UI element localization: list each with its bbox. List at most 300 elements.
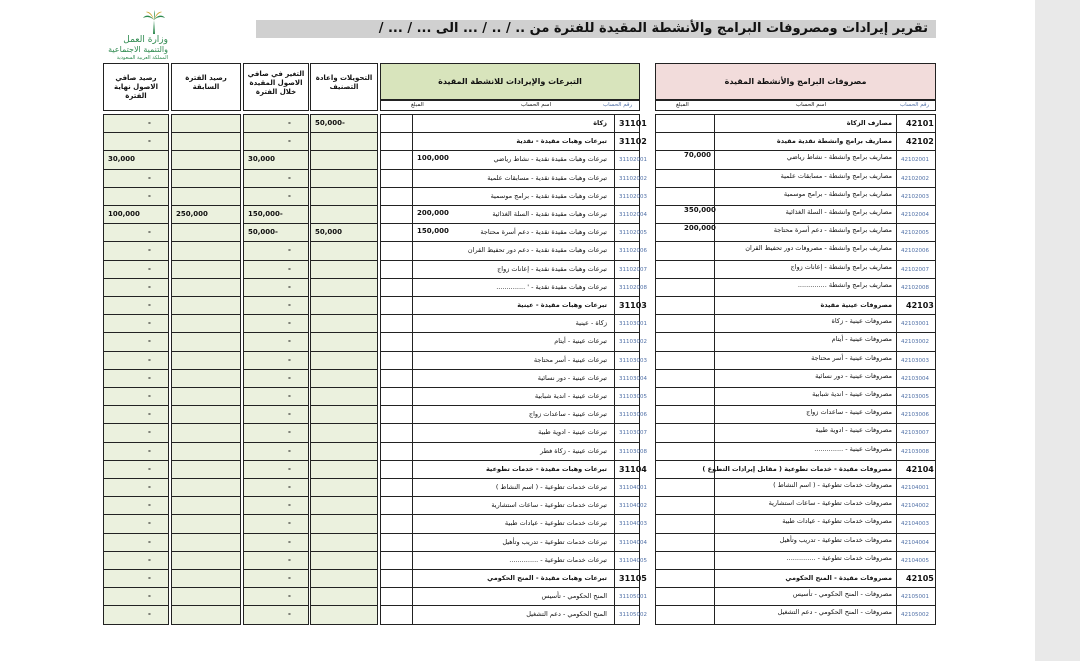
expense-row xyxy=(655,387,936,406)
summary-cell xyxy=(103,569,169,588)
summary-cell xyxy=(171,442,241,461)
expense-name: مصاريف برامج وانشطة - مصروفات دور تحفيظ القران xyxy=(745,244,892,253)
revenue-amount: 200,000 xyxy=(417,209,449,217)
summary-cell xyxy=(243,423,309,442)
summary-value: - xyxy=(148,392,151,400)
expense-row xyxy=(655,114,936,133)
expense-divider xyxy=(714,151,715,169)
summary-cell xyxy=(171,569,241,588)
summary-cell xyxy=(103,369,169,388)
summary-cell xyxy=(103,478,169,497)
expense-row xyxy=(655,241,936,260)
revenue-account: 31105 xyxy=(619,574,647,583)
summary-cell xyxy=(310,496,378,515)
expense-divider xyxy=(714,315,715,333)
revenue-account: 31102002 xyxy=(619,175,647,182)
summary-value: - xyxy=(288,519,291,528)
expense-row xyxy=(655,605,936,624)
summary-cell xyxy=(103,496,169,515)
revenue-row xyxy=(380,351,647,370)
revenue-row xyxy=(380,569,647,588)
expense-divider xyxy=(714,242,715,260)
summary-cell xyxy=(103,405,169,424)
expense-divider xyxy=(714,261,715,279)
expense-row xyxy=(655,496,936,515)
revenue-divider xyxy=(614,297,615,315)
summary-value: - xyxy=(288,555,291,564)
revenue-row xyxy=(380,187,647,206)
revenue-account: 31103005 xyxy=(619,394,647,400)
revenues-col-amount: المبلغ xyxy=(411,102,424,108)
expense-divider xyxy=(896,406,897,424)
expense-name: مصروفات عينية - أيتام xyxy=(831,335,892,344)
expense-account: 42103 xyxy=(906,301,934,310)
expense-name: مصروفات عينية - أسر محتاجة xyxy=(811,353,892,362)
summary-value: - xyxy=(288,264,291,273)
expense-account: 42103004 xyxy=(901,375,929,382)
revenue-row xyxy=(380,442,647,461)
summary-value: - xyxy=(288,410,291,419)
expense-account: 42103008 xyxy=(901,448,929,455)
expense-row xyxy=(655,587,936,606)
revenue-row xyxy=(380,205,647,224)
expense-name: مصروفات عينية - ساعدات زواج xyxy=(806,408,892,417)
revenue-account: 31102005 xyxy=(619,230,647,237)
expense-name: مصروفات عينية - دور نسائية xyxy=(815,371,892,380)
revenue-divider xyxy=(614,115,615,133)
expense-row xyxy=(655,533,936,552)
expense-name: مصروفات عينية مقيدة xyxy=(820,301,892,309)
summary-value: - xyxy=(288,610,291,619)
expense-row xyxy=(655,332,936,351)
revenue-row xyxy=(380,551,647,570)
revenue-row xyxy=(380,169,647,188)
summary-cell xyxy=(103,533,169,552)
summary-value: - xyxy=(148,428,151,437)
summary-cell xyxy=(171,132,241,151)
revenue-row xyxy=(380,405,647,424)
revenue-divider xyxy=(412,261,413,279)
expense-account: 42102 xyxy=(906,137,934,147)
expense-divider xyxy=(714,333,715,351)
summary-cell xyxy=(103,442,169,461)
revenue-row xyxy=(380,460,647,479)
summary-cell xyxy=(310,187,378,206)
summary-value: - xyxy=(148,264,151,273)
revenue-name: تبرعات وهبات مقيدة نقدية - دعم دور تحفيظ القران xyxy=(467,246,607,255)
revenue-divider xyxy=(614,224,615,242)
expense-row xyxy=(655,423,936,442)
expense-name: مصاريف برامج وانشطة - دعم أسرة محتاجة xyxy=(773,226,892,235)
summary-value: 250,000 xyxy=(176,210,208,218)
summary-value: - xyxy=(288,301,291,309)
expense-name: مصروفات خدمات تطوعية - ساعات استشارية xyxy=(768,499,892,508)
summary-cell xyxy=(243,241,309,260)
revenue-divider xyxy=(614,497,615,515)
expense-divider xyxy=(896,115,897,133)
expense-divider xyxy=(896,133,897,151)
revenue-row xyxy=(380,533,647,552)
summary-cell xyxy=(171,314,241,333)
revenues-col-name: اسم الحساب xyxy=(521,102,552,108)
summary-cell xyxy=(171,387,241,406)
summary-cell xyxy=(103,605,169,624)
revenue-row xyxy=(380,223,647,242)
summary-value: 50,000- xyxy=(248,228,278,237)
revenue-row xyxy=(380,296,647,315)
summary-cell xyxy=(310,442,378,461)
summary-cell xyxy=(103,278,169,297)
summary-cell xyxy=(243,405,309,424)
summary-cell xyxy=(310,514,378,533)
revenue-row xyxy=(380,369,647,388)
expense-name: مصاريف برامج وانشطة - إعانات زواج xyxy=(790,262,892,271)
summary-cell xyxy=(103,241,169,260)
revenue-account: 31103008 xyxy=(619,448,647,455)
expense-divider xyxy=(714,424,715,442)
revenue-amount: 100,000 xyxy=(417,154,449,163)
expense-name: مصاريف برامج وانشطة - برامج موسمية xyxy=(783,189,892,198)
revenue-divider xyxy=(614,333,615,351)
summary-value: - xyxy=(288,428,291,437)
summary-cell xyxy=(310,296,378,315)
expense-row xyxy=(655,369,936,388)
summary-cell xyxy=(243,551,309,570)
summary-value: - xyxy=(288,537,291,546)
expense-account: 42104005 xyxy=(901,557,929,564)
revenue-name: زكاة - عينية xyxy=(575,319,607,328)
revenue-divider xyxy=(614,133,615,151)
summary-cell xyxy=(171,369,241,388)
revenue-name: تبرعات عينية - زكاة فطر xyxy=(540,446,607,455)
summary-value: 100,000 xyxy=(108,210,140,218)
summary-cell xyxy=(103,205,169,224)
revenue-divider xyxy=(614,424,615,442)
summary-cell xyxy=(103,460,169,479)
revenue-account: 31105002 xyxy=(619,612,647,619)
revenue-divider xyxy=(412,515,413,533)
revenue-divider xyxy=(412,370,413,388)
expense-account: 42104004 xyxy=(901,539,929,546)
revenue-row xyxy=(380,241,647,260)
expense-row xyxy=(655,314,936,333)
revenue-account: 31101 xyxy=(619,119,647,128)
summary-value: - xyxy=(288,574,291,582)
summary-value: - xyxy=(148,119,151,127)
summary-cell xyxy=(103,332,169,351)
summary-cell xyxy=(243,332,309,351)
expense-account: 42102006 xyxy=(901,248,929,255)
summary-cell xyxy=(310,241,378,260)
revenue-name: تبرعات عينية - أسر محتاجة xyxy=(533,355,607,364)
revenue-divider xyxy=(614,515,615,533)
expense-row xyxy=(655,569,936,588)
summary-cell xyxy=(243,187,309,206)
expense-divider xyxy=(896,370,897,388)
revenue-account: 31103001 xyxy=(619,321,647,328)
expense-account: 42105001 xyxy=(901,594,929,601)
revenue-name: تبرعات عينية - أيتام xyxy=(554,337,607,346)
expense-account: 42102003 xyxy=(901,193,929,200)
expense-account: 42105 xyxy=(906,574,934,583)
summary-value: - xyxy=(148,537,151,546)
revenue-name: تبرعات وهبات مقيدة نقدية - ' .............. xyxy=(496,282,607,291)
summary-value: - xyxy=(288,392,291,400)
summary-cell xyxy=(310,150,378,169)
expense-name: مصاريف برامج وانشطة نقدية مقيدة xyxy=(776,137,892,146)
revenue-name: تبرعات وهبات مقيدة نقدية - دعم أسرة محتاجة xyxy=(480,228,607,237)
revenue-divider xyxy=(614,479,615,497)
expense-name: مصروفات خدمات تطوعية - ( اسم النشاط ) xyxy=(773,481,892,489)
expense-divider xyxy=(714,570,715,588)
revenue-account: 31102001 xyxy=(619,157,647,164)
revenue-row xyxy=(380,314,647,333)
summary-cell xyxy=(243,314,309,333)
expense-divider xyxy=(896,261,897,279)
summary-cell xyxy=(103,514,169,533)
revenue-divider xyxy=(614,552,615,570)
revenue-name: تبرعات وهبات مقيدة - عينية xyxy=(517,301,607,309)
revenue-account: 31103003 xyxy=(619,357,647,364)
summary-value: - xyxy=(148,574,151,582)
expense-account: 42103006 xyxy=(901,412,929,419)
logo-line3: المملكة العربية السعودية xyxy=(116,55,168,61)
expense-divider xyxy=(896,443,897,461)
expense-row xyxy=(655,296,936,315)
revenue-divider xyxy=(412,406,413,424)
expense-name: مصروفات - المنح الحكومي - تأسيس xyxy=(792,590,892,599)
summary-cell xyxy=(310,169,378,188)
revenue-divider xyxy=(614,570,615,588)
summary-cell xyxy=(310,569,378,588)
revenue-row xyxy=(380,260,647,279)
expense-divider xyxy=(714,297,715,315)
revenue-divider xyxy=(614,206,615,224)
expenses-col-header-row xyxy=(655,100,936,111)
revenue-account: 31102008 xyxy=(619,284,647,291)
summary-cell xyxy=(171,551,241,570)
expense-row xyxy=(655,278,936,297)
expense-account: 42102007 xyxy=(901,266,929,273)
summary-cell xyxy=(243,278,309,297)
expense-divider xyxy=(714,406,715,424)
summary-cell xyxy=(103,296,169,315)
summary-value: - xyxy=(148,483,151,491)
revenue-name: تبرعات وهبات مقيدة - نقدية xyxy=(516,137,607,146)
revenue-row xyxy=(380,605,647,624)
expense-row xyxy=(655,260,936,279)
expense-divider xyxy=(714,479,715,497)
summary-value: 30,000 xyxy=(108,155,136,164)
summary-cell xyxy=(310,314,378,333)
summary-cell xyxy=(103,114,169,133)
summary-cell xyxy=(171,187,241,206)
summary-cell xyxy=(243,351,309,370)
revenue-name: تبرعات وهبات مقيدة نقدية - برامج موسمية xyxy=(490,191,607,200)
expense-divider xyxy=(896,497,897,515)
summary-value: - xyxy=(148,501,151,510)
summary-cell xyxy=(171,114,241,133)
revenue-divider xyxy=(614,352,615,370)
revenue-divider xyxy=(412,352,413,370)
revenue-account: 31104 xyxy=(619,464,647,474)
revenue-name: المنح الحكومي - تأسيس xyxy=(541,592,607,601)
summary-value: - xyxy=(288,483,291,491)
revenue-name: تبرعات خدمات تطوعية - عيادات طبية xyxy=(504,519,607,528)
expense-divider xyxy=(714,588,715,606)
revenue-name: تبرعات خدمات تطوعية - ( اسم النشاط ) xyxy=(495,483,607,491)
summary-cell xyxy=(171,150,241,169)
expense-name: مصروفات مقيدة - المنح الحكومي xyxy=(785,574,892,582)
revenue-divider xyxy=(412,552,413,570)
summary-cell xyxy=(243,260,309,279)
summary-value: - xyxy=(148,301,151,309)
summary-cell xyxy=(103,150,169,169)
expense-name: مصروفات عينية - ادوية طبية xyxy=(815,426,892,435)
expense-name: مصارف الزكاة xyxy=(846,119,892,127)
expenses-col-amount: المبلغ xyxy=(676,102,689,108)
summary-value: - xyxy=(148,373,151,382)
expense-divider xyxy=(896,224,897,242)
revenue-name: تبرعات خدمات تطوعية - تدريب وتأهيل xyxy=(502,537,607,546)
expense-divider xyxy=(714,115,715,133)
summary-cell xyxy=(243,460,309,479)
expense-row xyxy=(655,205,936,224)
summary-value: 50,000 xyxy=(315,228,343,237)
summary-cell xyxy=(310,533,378,552)
revenue-divider xyxy=(412,588,413,606)
summary-cell xyxy=(310,587,378,606)
summary-value: - xyxy=(148,446,151,455)
revenue-divider xyxy=(412,279,413,297)
expense-account: 42103003 xyxy=(901,357,929,364)
summary-cell xyxy=(310,114,378,133)
summary-header-label: رصيد صافي الاصول نهاية الفترة xyxy=(113,74,159,100)
revenue-divider xyxy=(412,534,413,552)
summary-value: - xyxy=(148,555,151,564)
expense-account: 42102008 xyxy=(901,284,929,291)
revenue-amount: 150,000 xyxy=(417,227,449,236)
expense-divider xyxy=(896,151,897,169)
expense-divider xyxy=(714,534,715,552)
expense-name: مصاريف برامج وانشطة .............. xyxy=(797,280,892,289)
expense-divider xyxy=(896,388,897,406)
expense-account: 42102002 xyxy=(901,175,929,182)
expense-divider xyxy=(896,206,897,224)
revenue-name: تبرعات وهبات مقيدة - المنح الحكومي xyxy=(487,574,607,582)
summary-value: - xyxy=(148,610,151,619)
revenue-name: تبرعات عينية - دور نسائية xyxy=(537,373,607,382)
summary-cell xyxy=(243,205,309,224)
summary-value: - xyxy=(288,464,291,473)
revenue-divider xyxy=(412,133,413,151)
summary-header-4 xyxy=(103,63,169,111)
revenues-col-account: رقم الحساب xyxy=(603,102,633,108)
revenues-heading: التبرعات والإيرادات للانشطة المقيدة xyxy=(438,77,582,86)
summary-value: - xyxy=(288,446,291,455)
summary-cell xyxy=(310,332,378,351)
expense-name: مصروفات عينية - زكاة xyxy=(831,317,892,326)
summary-value: - xyxy=(148,355,151,364)
summary-header-1 xyxy=(310,63,378,111)
expense-row xyxy=(655,187,936,206)
revenue-account: 31103002 xyxy=(619,339,647,346)
revenue-account: 31102003 xyxy=(619,193,647,200)
summary-cell xyxy=(243,442,309,461)
summary-cell xyxy=(171,296,241,315)
revenue-divider xyxy=(412,479,413,497)
summary-value: - xyxy=(288,173,291,182)
expense-divider xyxy=(896,242,897,260)
summary-cell xyxy=(171,587,241,606)
summary-value: - xyxy=(148,319,151,328)
revenue-divider xyxy=(614,261,615,279)
summary-value: - xyxy=(148,410,151,419)
summary-cell xyxy=(103,132,169,151)
revenue-divider xyxy=(412,242,413,260)
revenue-account: 31103 xyxy=(619,301,647,310)
summary-cell xyxy=(310,405,378,424)
summary-value: - xyxy=(148,337,151,346)
expense-divider xyxy=(714,443,715,461)
revenue-divider xyxy=(412,606,413,624)
revenue-row xyxy=(380,332,647,351)
expense-account: 42102001 xyxy=(901,157,929,164)
summary-value: - xyxy=(288,191,291,200)
revenue-account: 31102004 xyxy=(619,212,647,218)
summary-cell xyxy=(171,351,241,370)
expense-name: مصروفات مقيدة - خدمات تطوعية ( مقابل إيرادات التطوع ) xyxy=(702,464,892,473)
revenue-divider xyxy=(412,461,413,479)
summary-cell xyxy=(171,223,241,242)
revenue-divider xyxy=(412,333,413,351)
revenue-name: تبرعات وهبات مقيدة نقدية - السلة الغذائية xyxy=(492,210,607,218)
revenue-account: 31102006 xyxy=(619,248,647,255)
summary-value: - xyxy=(148,246,151,255)
expense-name: مصروفات خدمات تطوعية - .............. xyxy=(786,553,892,562)
expense-row xyxy=(655,169,936,188)
revenue-name: تبرعات وهبات مقيدة - خدمات تطوعية xyxy=(485,464,607,473)
report-title-bar xyxy=(256,20,936,38)
revenue-divider xyxy=(412,443,413,461)
revenue-divider xyxy=(412,315,413,333)
summary-header-label: رصيد الفترة السابقة xyxy=(185,74,227,91)
expense-name: مصروفات خدمات تطوعية - عيادات طبية xyxy=(782,517,892,526)
expense-divider xyxy=(896,588,897,606)
expense-divider xyxy=(896,570,897,588)
expense-divider xyxy=(896,333,897,351)
summary-cell xyxy=(310,551,378,570)
summary-value: - xyxy=(288,592,291,601)
summary-cell xyxy=(310,460,378,479)
revenue-divider xyxy=(412,224,413,242)
revenue-divider xyxy=(614,170,615,188)
summary-value: - xyxy=(148,191,151,200)
summary-cell xyxy=(171,332,241,351)
revenue-row xyxy=(380,387,647,406)
revenue-divider xyxy=(412,570,413,588)
expense-row xyxy=(655,132,936,151)
summary-cell xyxy=(171,514,241,533)
revenue-row xyxy=(380,150,647,169)
summary-header-3 xyxy=(171,63,241,111)
revenue-divider xyxy=(614,388,615,406)
report-title: تقرير إيرادات ومصروفات البرامج والأنشطة المقيدة للفترة من .. / .. / ... الى ... / ... / xyxy=(378,21,928,36)
summary-cell xyxy=(103,187,169,206)
expense-name: مصروفات عينية - اندية شبابية xyxy=(812,390,892,398)
summary-cell xyxy=(103,314,169,333)
revenue-account: 31105001 xyxy=(619,594,647,601)
